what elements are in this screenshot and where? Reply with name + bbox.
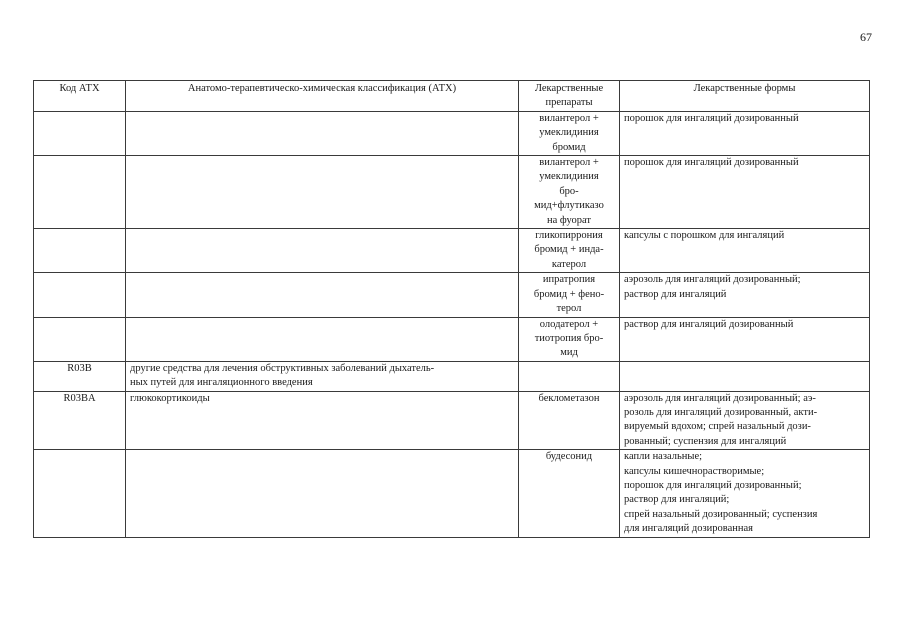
table-row (34, 361, 870, 391)
drug-line: терол (556, 303, 582, 315)
classification-cell (126, 273, 519, 317)
drug-cell (519, 361, 620, 391)
header-classification: Анатомо-терапевтическо-химическая классификация (АТХ) (126, 81, 519, 112)
drug-cell (519, 273, 620, 317)
forms-cell (620, 450, 870, 537)
classification-cell (126, 317, 519, 361)
forms-line: рованный; суспензия для ингаляций (624, 435, 787, 447)
table-row (34, 156, 870, 229)
forms-line: аэрозоль для ингаляций дозированный; аэ- (624, 392, 816, 404)
atc-code: R03BA (63, 392, 96, 404)
drug-line: вилантерол + (539, 112, 599, 124)
forms-cell (620, 111, 870, 155)
forms-cell (620, 361, 870, 391)
forms-line: капсулы кишечнорастворимые; (624, 465, 765, 477)
drug-line: умеклидиния (539, 127, 599, 139)
header-forms: Лекарственные формы (620, 81, 870, 112)
classification-cell (126, 450, 519, 537)
drug-line: олодатерол + (539, 318, 599, 330)
drug-line: бромид (552, 141, 586, 153)
drug-line: мид+флутиказо (534, 200, 604, 212)
drug-cell (519, 111, 620, 155)
atc-code-cell (34, 317, 126, 361)
forms-line: вируемый вдохом; спрей назальный дози- (624, 421, 811, 433)
drug-line: беклометазон (538, 392, 600, 404)
forms-line: аэрозоль для ингаляций дозированный; (624, 274, 801, 286)
drug-line: тиотропия бро- (534, 332, 604, 344)
forms-line: порошок для ингаляций дозированный (624, 112, 799, 124)
table-row (34, 391, 870, 450)
classification-line: глюкокортикоиды (130, 392, 210, 404)
drug-line: умеклидиния (539, 171, 599, 183)
table-row (34, 111, 870, 155)
atc-code-cell (34, 391, 126, 450)
forms-line: спрей назальный дозированный; суспензия (624, 508, 818, 520)
drug-line: будесонид (545, 451, 593, 463)
classification-cell (126, 111, 519, 155)
table-body (34, 111, 870, 537)
drug-cell (519, 317, 620, 361)
forms-line: раствор для ингаляций дозированный (624, 318, 794, 330)
atc-code-cell (34, 156, 126, 229)
forms-line: порошок для ингаляций дозированный (624, 157, 799, 169)
drug-line: бромид + фено- (533, 288, 605, 300)
atc-code: R03B (67, 362, 92, 374)
header-drugs (519, 81, 620, 112)
atc-code-cell (34, 273, 126, 317)
forms-cell (620, 273, 870, 317)
table-row (34, 273, 870, 317)
classification-cell (126, 391, 519, 450)
forms-line: раствор для ингаляций; (624, 494, 730, 506)
forms-line: порошок для ингаляций дозированный; (624, 479, 802, 491)
forms-line: розоль для ингаляций дозированный, акти- (624, 406, 818, 418)
drug-line: бромид + инда- (534, 244, 604, 256)
drug-line: катерол (551, 258, 587, 270)
header-row (34, 81, 870, 112)
header-drugs-line: препараты (545, 97, 593, 109)
classification-line: ных путей для ингаляционного введения (130, 377, 313, 389)
drug-cell (519, 450, 620, 537)
table-row (34, 450, 870, 537)
drug-cell (519, 229, 620, 273)
drug-cell (519, 156, 620, 229)
classification-cell (126, 229, 519, 273)
atc-table (33, 80, 870, 538)
forms-cell (620, 317, 870, 361)
forms-line: капли назальные; (624, 451, 703, 463)
classification-cell (126, 361, 519, 391)
classification-line: другие средства для лечения обструктивных заболеваний дыхатель- (130, 362, 435, 374)
drug-line: бро- (559, 185, 579, 197)
drug-line: мид (560, 347, 578, 359)
page-number: 67 (860, 30, 872, 44)
table-row (34, 317, 870, 361)
forms-line: раствор для ингаляций (624, 288, 727, 300)
atc-code-cell (34, 450, 126, 537)
atc-code-cell (34, 111, 126, 155)
atc-code-cell (34, 229, 126, 273)
table-row (34, 229, 870, 273)
forms-line: для ингаляций дозированная (624, 523, 753, 535)
forms-cell (620, 229, 870, 273)
drug-line: гликопиррония (535, 230, 603, 242)
drug-line: ипратропия (542, 274, 596, 286)
classification-cell (126, 156, 519, 229)
forms-line: капсулы с порошком для ингаляций (624, 230, 785, 242)
atc-code-cell (34, 361, 126, 391)
drug-line: на фуорат (547, 214, 591, 226)
drug-cell (519, 391, 620, 450)
drug-line: вилантерол + (539, 157, 599, 169)
header-code: Код АТХ (34, 81, 126, 112)
header-drugs-line: Лекарственные (534, 83, 604, 94)
forms-cell (620, 156, 870, 229)
forms-cell (620, 391, 870, 450)
